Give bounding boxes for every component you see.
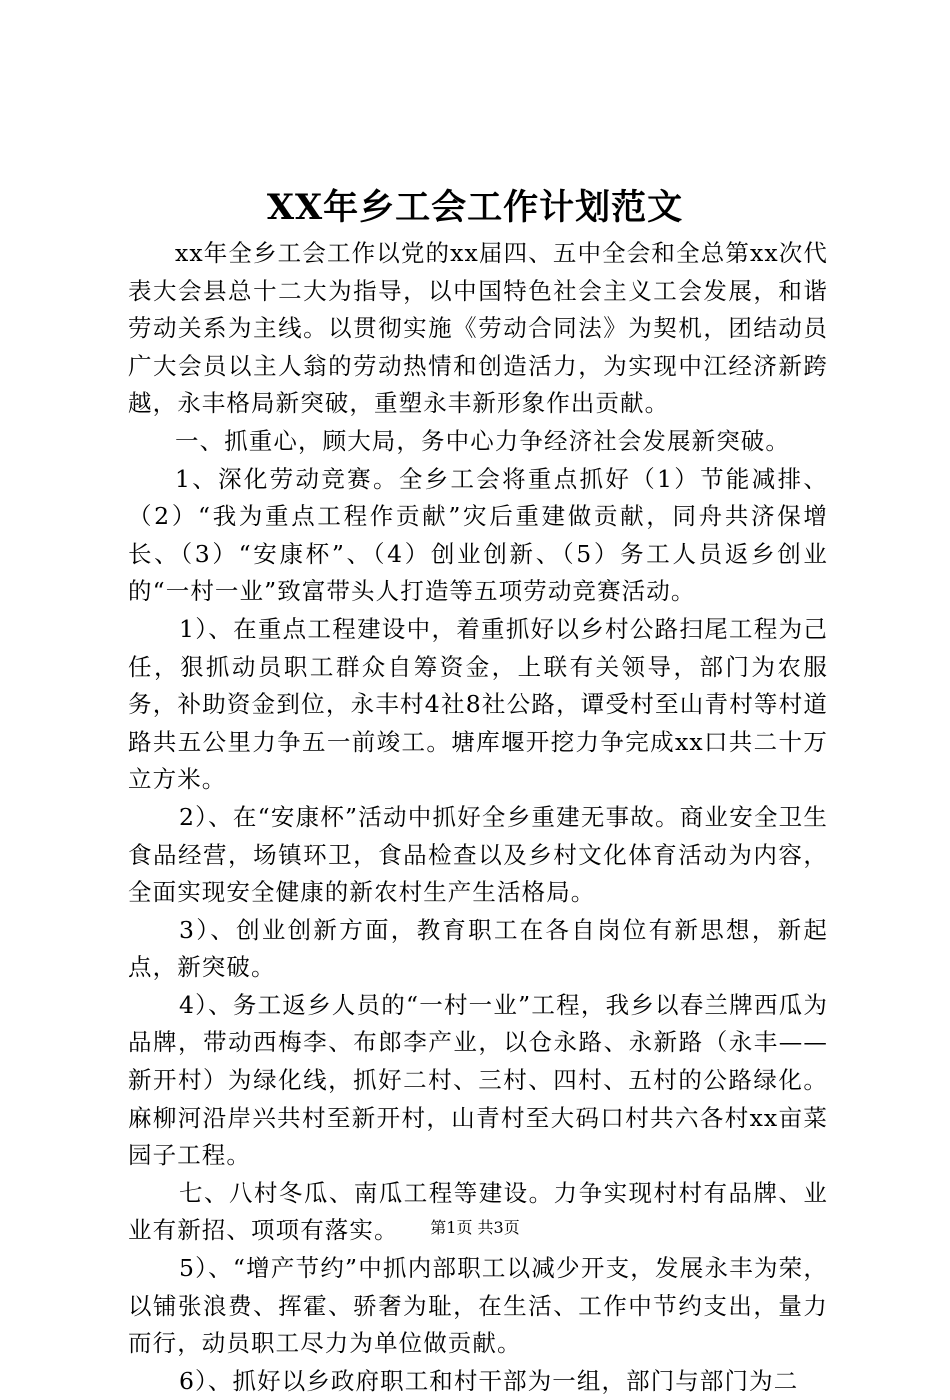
paragraph-labor-competition: 1、深化劳动竞赛。全乡工会将重点抓好（1）节能减排、（2）“我为重点工程作贡献”灾后重建做贡献，同舟共济保增长、（3）“安康杯”、（4）创业创新、（5）务工人员返乡创业的“一村一业”致富带头人打造等五项劳动竞赛活动。 <box>128 464 828 606</box>
paragraph-item-4: 4）、务工返乡人员的“一村一业”工程，我乡以春兰牌西瓜为品牌，带动西梅李、布郎李产业，以仓永路、永新路（永丰——新开村）为绿化线，抓好二村、三村、四村、五村的公路绿化。麻柳河沿岸兴共村至新开村，山青村至大码口村共六各村xx亩菜园子工程。 <box>128 990 828 1170</box>
paragraph-intro: xx年全乡工会工作以党的xx届四、五中全会和全总第xx次代表大会县总十二大为指导，以中国特色社会主义工会发展，和谐劳动关系为主线。以贯彻实施《劳动合同法》为契机，团结动员广大会员以主人翁的劳动热情和创造活力，为实现中江经济新跨越，永丰格局新突破，重塑永丰新形象作出贡献。 <box>128 239 828 418</box>
paragraph-item-6: 6）、抓好以乡政府职工和村干部为一组，部门与部门为二 <box>179 1366 799 1395</box>
paragraph-item-2: 2）、在“安康杯”活动中抓好全乡重建无事故。商业安全卫生食品经营，场镇环卫，食品检查以及乡村文化体育活动为内容，全面实现安全健康的新农村生产生活格局。 <box>128 802 828 907</box>
paragraph-item-5: 5）、“增产节约”中抓内部职工以减少开支，发展永丰为荣，以铺张浪费、挥霍、骄奢为耻，在生活、工作中节约支出，量力而行，动员职工尽力为单位做贡献。 <box>128 1254 828 1358</box>
paragraph-item-1: 1）、在重点工程建设中，着重抓好以乡村公路扫尾工程为己任，狠抓动员职工群众自筹资金，上联有关领导，部门为农服务，补助资金到位，永丰村4社8社公路，谭受村至山青村等村道路共五公里力争五一前竣工。塘库堰开挖力争完成xx口共二十万立方米。 <box>128 614 828 794</box>
paragraph-item-4-continued: 七、八村冬瓜、南瓜工程等建设。力争实现村村有品牌、业业有新招、项项有落实。 <box>128 1178 828 1245</box>
page-number-footer: 第1页 共3页 <box>430 1218 520 1237</box>
paragraph-section-one: 一、抓重心，顾大局，务中心力争经济社会发展新突破。 <box>175 426 790 455</box>
document-title: XX年乡工会工作计划范文 <box>266 187 684 228</box>
paragraph-item-3: 3）、创业创新方面，教育职工在各自岗位有新思想，新起点，新突破。 <box>128 915 828 982</box>
